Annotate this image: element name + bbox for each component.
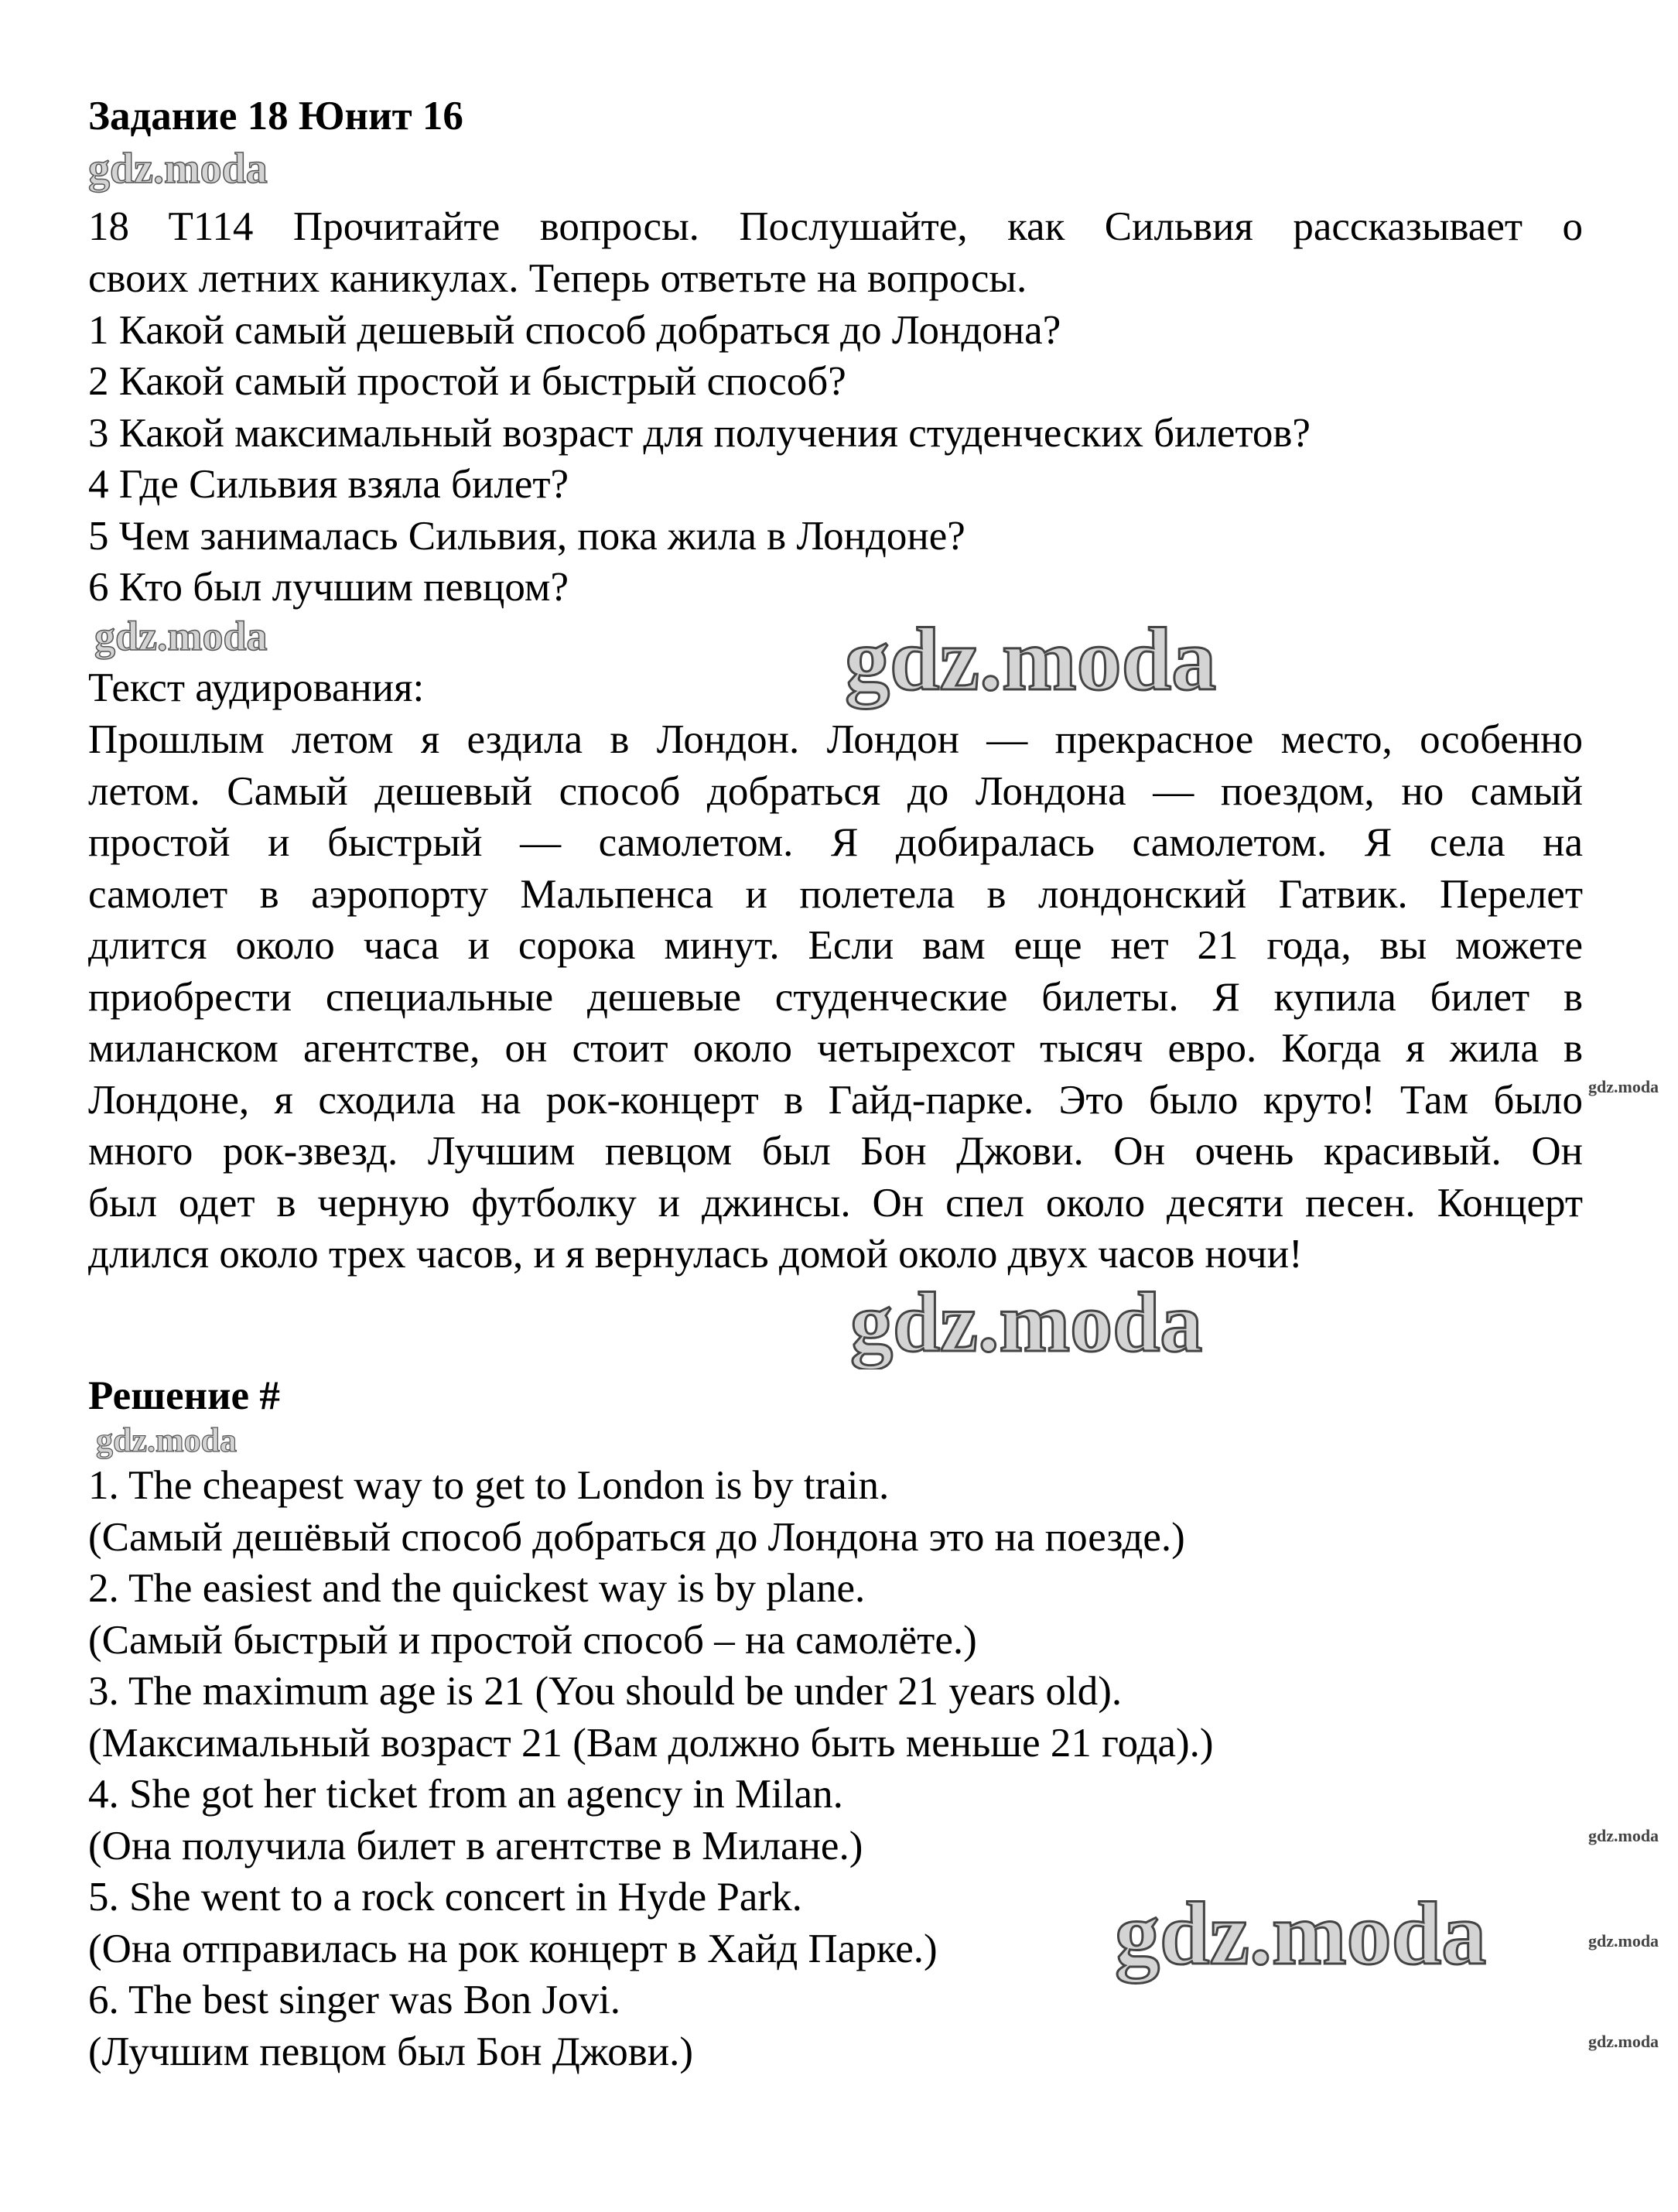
watermark-logo	[93, 614, 325, 662]
transcript-line: самолет в аэропорту Мальпенса и полетела в лондонский Гатвик. Перелет	[88, 872, 1583, 917]
svg-text:gdz.moda: gdz.moda	[96, 1422, 238, 1459]
answer-line: 2. The easiest and the quickest way is by plane.	[88, 1566, 866, 1611]
question: 4 Где Сильвия взяла билет?	[88, 462, 569, 507]
transcript-line: Прошлым летом я ездила в Лондон. Лондон — прекрасное место, особенно	[88, 717, 1583, 762]
watermark-logo	[1587, 1077, 1674, 1097]
answer-line: (Самый дешёвый способ добраться до Лондона это на поезде.)	[88, 1515, 1185, 1560]
watermark-logo	[1587, 1931, 1674, 1951]
transcript-heading: Текст аудирования:	[88, 665, 425, 710]
answer-line: (Она получила билет в агентстве в Милане.)	[88, 1824, 863, 1868]
transcript-line: приобрести специальные дешевые студенческие билеты. Я купила билет в	[88, 975, 1583, 1020]
transcript-line: простой и быстрый — самолетом. Я добиралась самолетом. Я села на	[88, 820, 1583, 865]
question: 6 Кто был лучшим певцом?	[88, 565, 569, 610]
answer-line: (Максимальный возраст 21 (Вам должно быть меньше 21 года).)	[88, 1721, 1214, 1766]
svg-text:gdz.moda: gdz.moda	[88, 145, 268, 193]
transcript-line: летом. Самый дешевый способ добраться до Лондона — поездом, но самый	[88, 769, 1583, 814]
watermark-logo	[1587, 1826, 1674, 1846]
answer-line: 4. She got her ticket from an agency in Milan.	[88, 1772, 843, 1817]
transcript-line: длится около часа и сорока минут. Если вам еще нет 21 года, вы можете	[88, 923, 1583, 968]
svg-text:gdz.moda: gdz.moda	[845, 614, 1217, 709]
question: 5 Чем занималась Сильвия, пока жила в Лондоне?	[88, 514, 965, 559]
svg-text:gdz.moda: gdz.moda	[1588, 1826, 1659, 1845]
answer-line: 5. She went to a rock concert in Hyde Park.	[88, 1875, 802, 1920]
question: 1 Какой самый дешевый способ добраться до Лондона?	[88, 308, 1061, 353]
transcript-line: был одет в черную футболку и джинсы. Он спел около десяти песен. Концерт	[88, 1181, 1583, 1226]
watermark-logo	[847, 1280, 1327, 1369]
answer-line: 6. The best singer was Bon Jovi.	[88, 1978, 620, 2022]
question: 2 Какой самый простой и быстрый способ?	[88, 359, 846, 404]
transcript-line: Лондоне, я сходила на рок-концерт в Гайд-парке. Это было круто! Там было	[88, 1078, 1583, 1123]
answer-line: (Самый быстрый и простой способ – на самолёте.)	[88, 1618, 977, 1663]
svg-text:gdz.moda: gdz.moda	[1588, 1931, 1659, 1950]
svg-text:gdz.moda: gdz.moda	[1115, 1888, 1487, 1984]
answer-line: 3. The maximum age is 21 (You should be under 21 years old).	[88, 1669, 1123, 1714]
transcript-line: длился около трех часов, и я вернулась домой около двух часов ночи!	[88, 1232, 1303, 1277]
answer-line: 1. The cheapest way to get to London is by train.	[88, 1463, 890, 1508]
page-title: Задание 18 Юнит 16	[88, 94, 463, 138]
svg-text:gdz.moda: gdz.moda	[1588, 1077, 1659, 1096]
watermark-logo	[94, 1422, 296, 1459]
watermark-logo	[1112, 1888, 1591, 1987]
watermark-logo	[1587, 2032, 1674, 2052]
solution-heading: Решение #	[88, 1373, 280, 1418]
question: 3 Какой максимальный возраст для получения студенческих билетов?	[88, 411, 1311, 456]
svg-text:gdz.moda: gdz.moda	[850, 1280, 1203, 1369]
task-line: 18 T114 Прочитайте вопросы. Послушайте, как Сильвия рассказывает о	[88, 204, 1583, 249]
answer-line: (Она отправилась на рок концерт в Хайд Парке.)	[88, 1927, 938, 1971]
watermark-logo	[87, 144, 319, 195]
transcript-line: миланском агентстве, он стоит около четырехсот тысяч евро. Когда я жила в	[88, 1026, 1583, 1071]
svg-text:gdz.moda: gdz.moda	[94, 614, 268, 659]
transcript-line: много рок-звезд. Лучшим певцом был Бон Джови. Он очень красивый. Он	[88, 1129, 1583, 1174]
answer-line: (Лучшим певцом был Бон Джови.)	[88, 2029, 694, 2074]
task-line: своих летних каникулах. Теперь ответьте на вопросы.	[88, 256, 1027, 301]
watermark-logo	[842, 614, 1321, 713]
svg-text:gdz.moda: gdz.moda	[1588, 2032, 1659, 2051]
